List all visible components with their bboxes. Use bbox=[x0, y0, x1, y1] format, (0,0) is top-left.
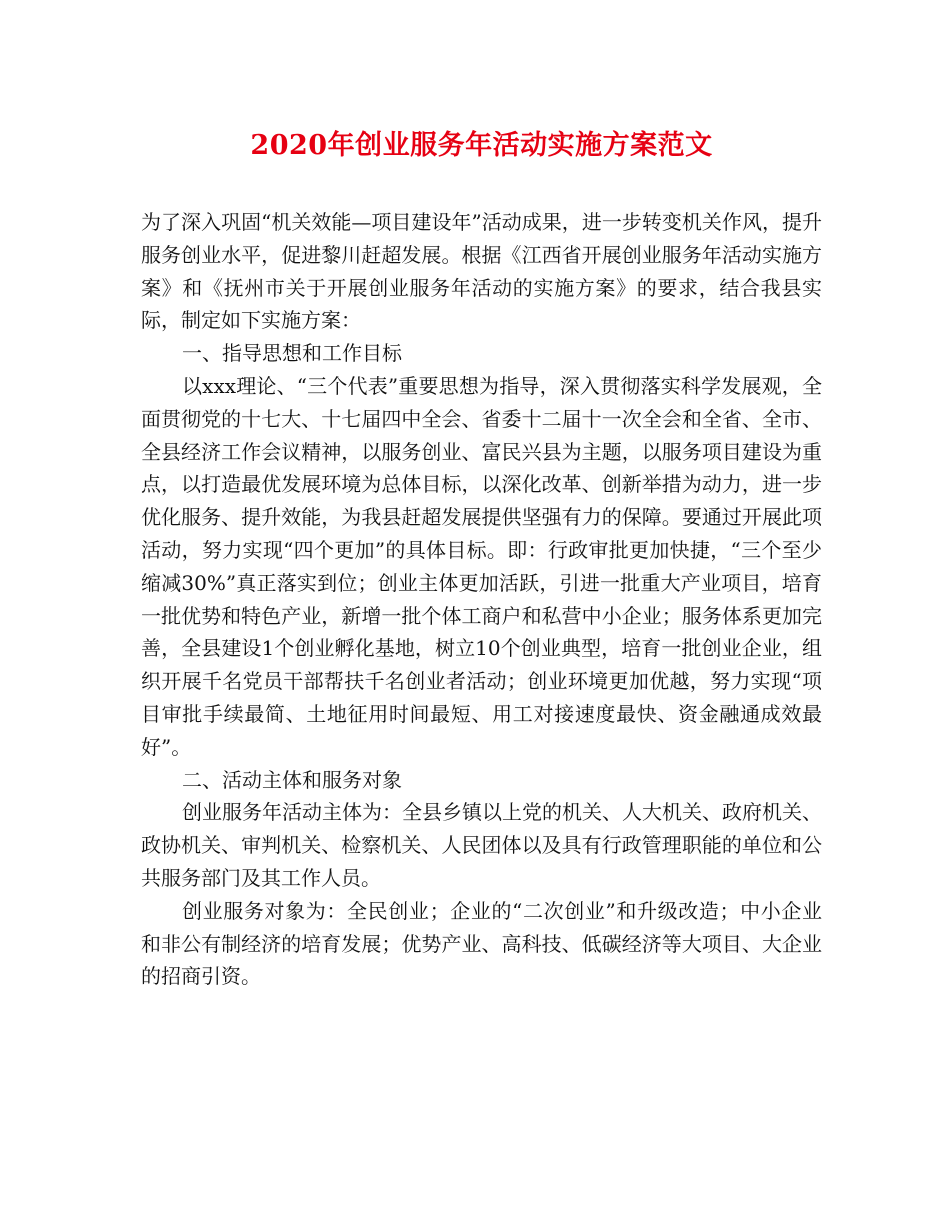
document-body bbox=[141, 206, 822, 993]
document-title: 2020年创业服务年活动实施方案范文 bbox=[250, 130, 713, 161]
paragraph-guiding-ideology: 以xxx理论、“三个代表”重要思想为指导，深入贯彻落实科学发展观，全面贯彻党的十七大、十七届四中全会、省委十二届十一次全会和全省、全市、全县经济工作会议精神，以服务创业、富民兴县为主题，以服务项目建设为重点，以打造最优发展环境为总体目标，以深化改革、创新举措为动力，进一步优化服务、提升效能，为我县赶超发展提供坚强有力的保障。要通过开展此项活动，努力实现“四个更加”的具体目标。即：行政审批更加快捷，“三个至少缩减30%”真正落实到位；创业主体更加活跃，引进一批重大产业项目，培育一批优势和特色产业，新增一批个体工商户和私营中小企业；服务体系更加完善，全县建设1个创业孵化基地，树立10个创业典型，培育一批创业企业，组织开展千名党员干部帮扶千名创业者活动；创业环境更加优越，努力实现“项目审批手续最简、土地征用时间最短、用工对接速度最快、资金融通成效最好”。 bbox=[141, 373, 822, 759]
section-heading-activity-subjects: 二、活动主体和服务对象 bbox=[182, 767, 402, 792]
paragraph-activity-subjects: 创业服务年活动主体为：全县乡镇以上党的机关、人大机关、政府机关、政协机关、审判机关、检察机关、人民团体以及具有行政管理职能的单位和公共服务部门及其工作人员。 bbox=[141, 800, 822, 890]
paragraph-intro: 为了深入巩固“机关效能—项目建设年”活动成果，进一步转变机关作风，提升服务创业水平，促进黎川赶超发展。根据《江西省开展创业服务年活动实施方案》和《抚州市关于开展创业服务年活动的实施方案》的要求，结合我县实际，制定如下实施方案： bbox=[141, 210, 822, 333]
paragraph-service-objects: 创业服务对象为：全民创业；企业的“二次创业”和升级改造；中小企业和非公有制经济的培育发展；优势产业、高科技、低碳经济等大项目、大企业的招商引资。 bbox=[141, 898, 822, 989]
section-heading-guiding-ideology: 一、指导思想和工作目标 bbox=[182, 341, 402, 366]
